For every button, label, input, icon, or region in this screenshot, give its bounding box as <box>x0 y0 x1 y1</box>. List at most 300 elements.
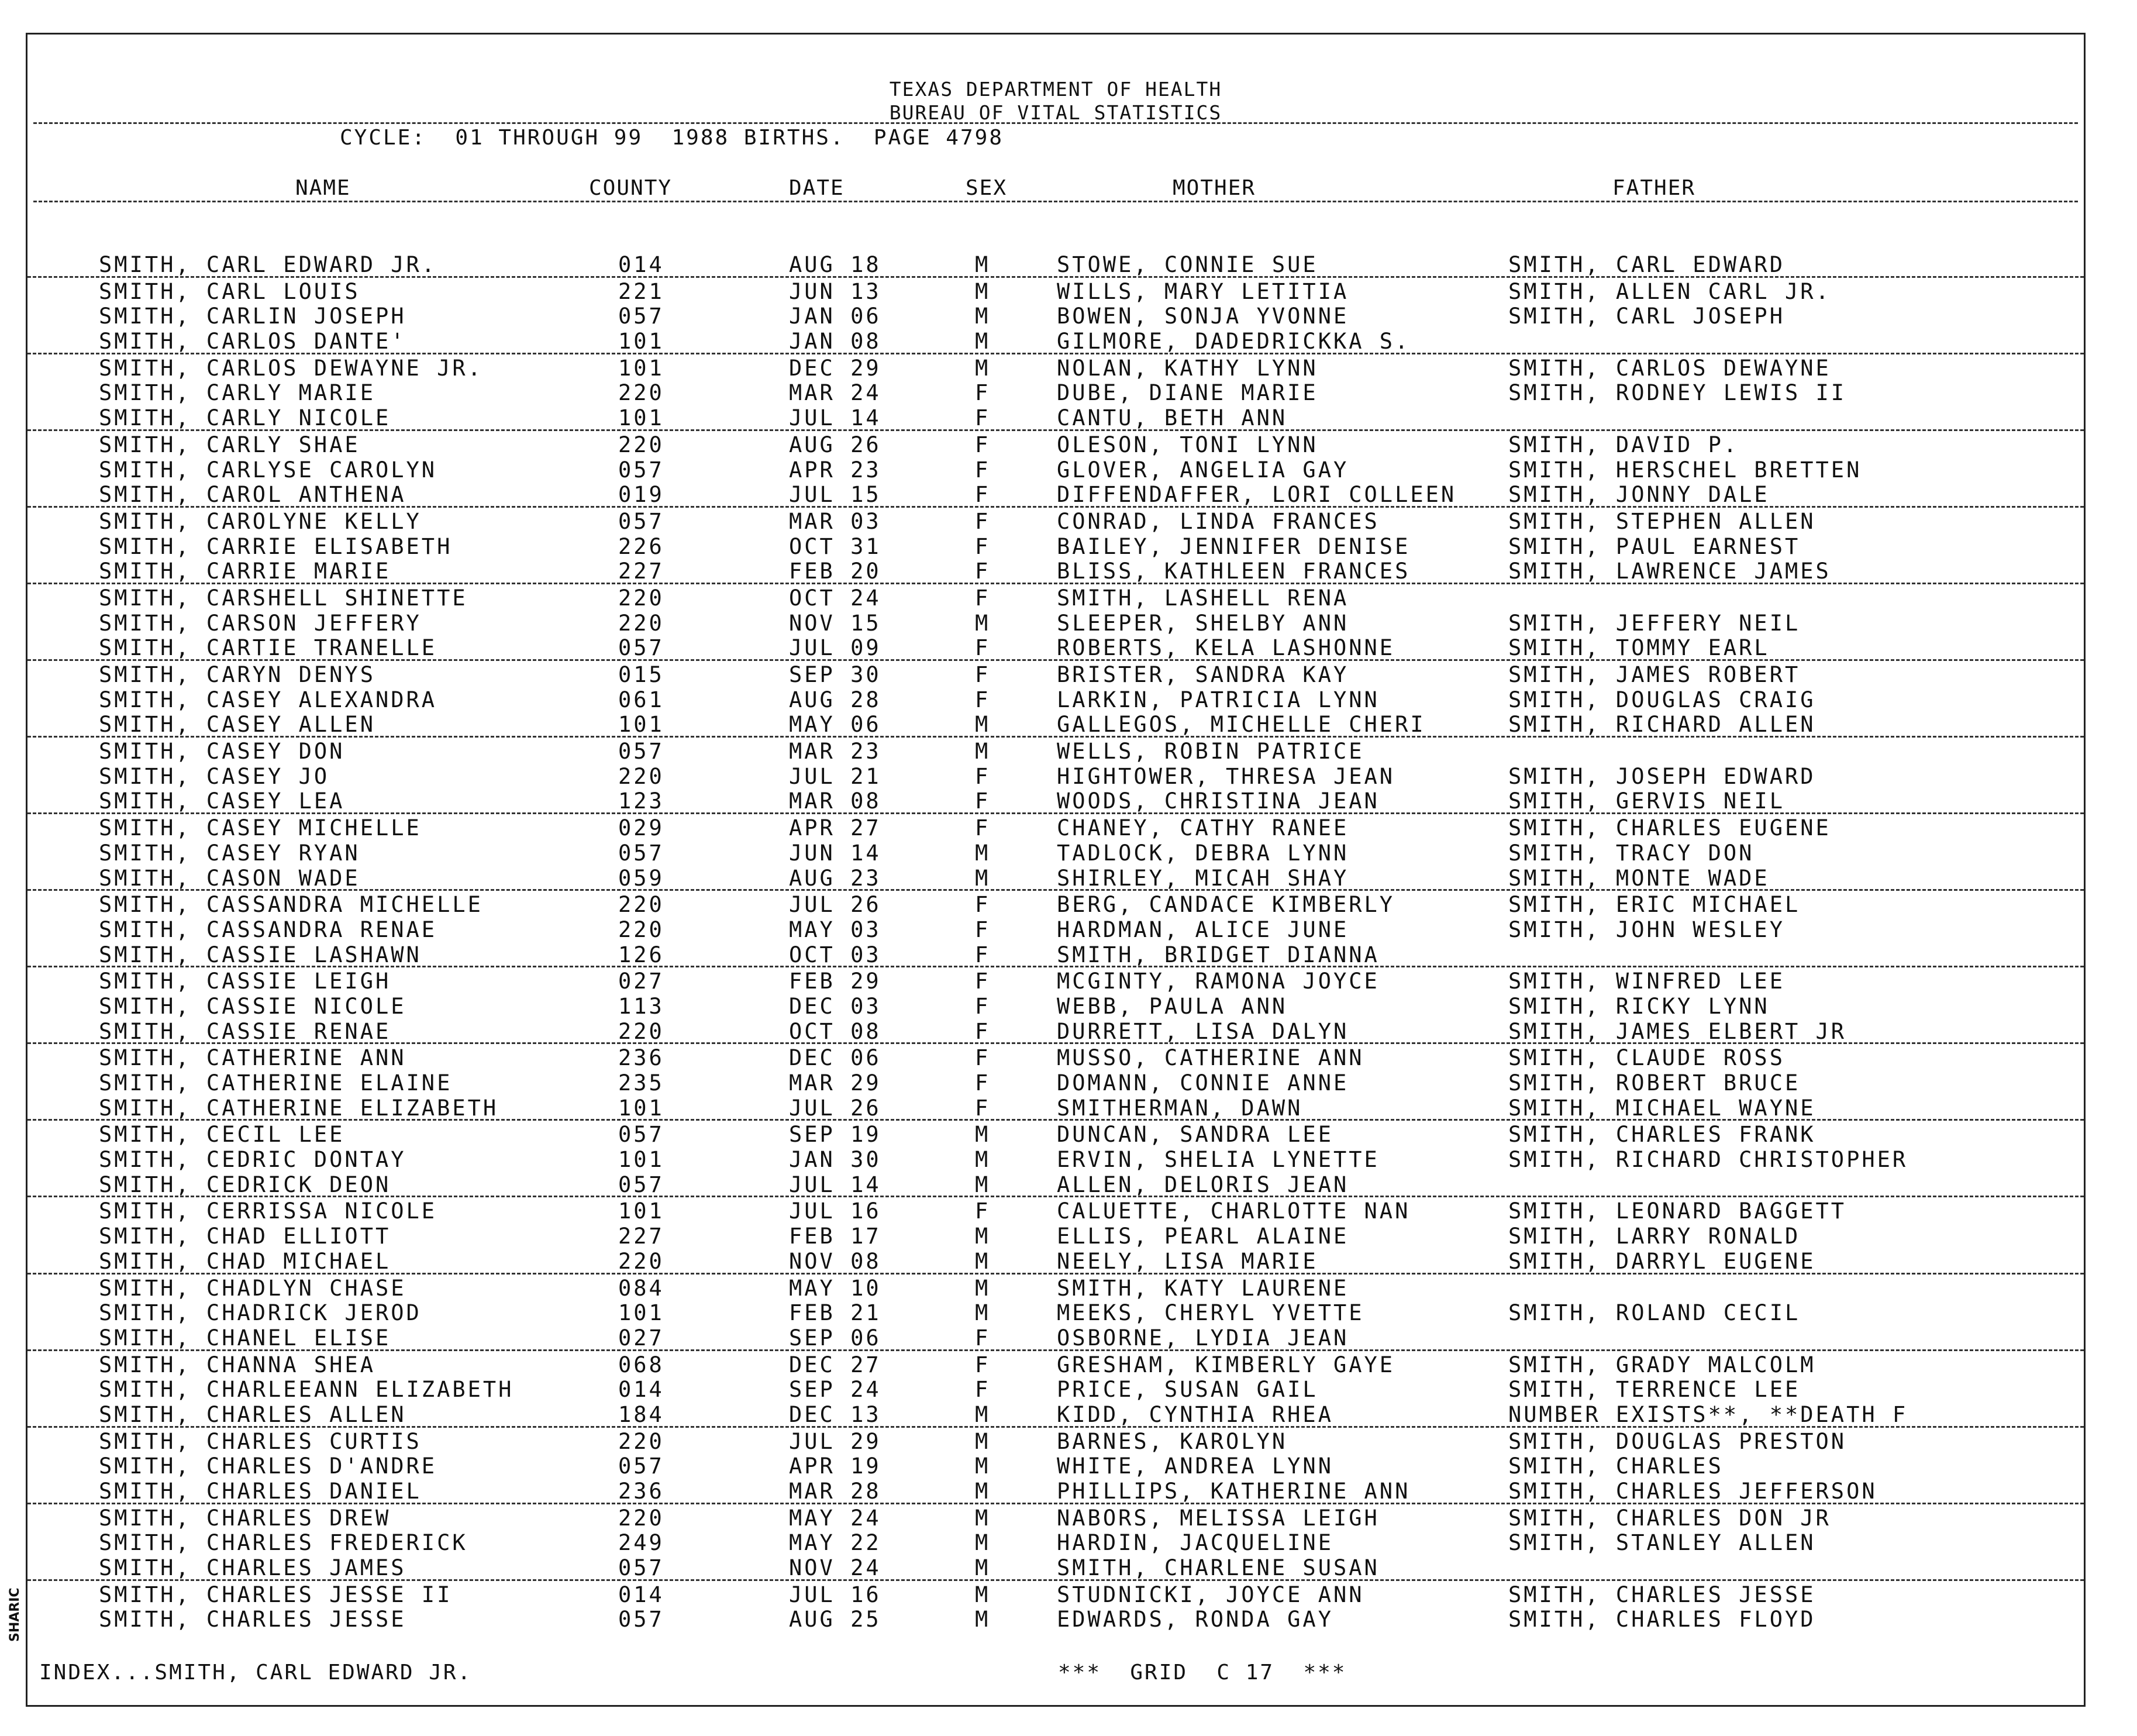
record-row <box>27 404 2084 431</box>
record-row <box>27 1606 2084 1631</box>
column-header-separator <box>33 201 2078 202</box>
record-mother: GRESHAM, KIMBERLY GAYE <box>1057 1352 1395 1377</box>
record-row <box>27 1428 2084 1453</box>
record-mother: WELLS, ROBIN PATRICE <box>1057 739 1364 764</box>
record-county: 113 <box>618 993 664 1019</box>
record-mother: SMITH, CHARLENE SUSAN <box>1057 1555 1380 1581</box>
record-county: 029 <box>618 815 664 841</box>
record-name: SMITH, CAROLYNE KELLY <box>99 508 422 534</box>
record-mother: ERVIN, SHELIA LYNETTE <box>1057 1147 1380 1173</box>
record-county: 057 <box>618 635 664 661</box>
record-sex: F <box>975 559 991 584</box>
record-sex: M <box>975 329 991 354</box>
record-county: 249 <box>618 1530 664 1556</box>
record-county: 057 <box>618 1453 664 1479</box>
record-mother: ALLEN, DELORIS JEAN <box>1057 1172 1349 1197</box>
record-row <box>27 787 2084 814</box>
record-father: SMITH, STEPHEN ALLEN <box>1508 508 1816 534</box>
record-mother: SMITH, BRIDGET DIANNA <box>1057 942 1380 967</box>
column-header-county: COUNTY <box>589 176 673 200</box>
record-date: JUL 29 <box>789 1428 881 1454</box>
record-name: SMITH, CHANNA SHEA <box>99 1352 375 1377</box>
record-county: 057 <box>618 739 664 764</box>
record-father: SMITH, TOMMY EARL <box>1508 635 1770 661</box>
record-county: 184 <box>618 1401 664 1427</box>
record-father: SMITH, GRADY MALCOLM <box>1508 1352 1816 1377</box>
record-date: MAR 23 <box>789 739 881 764</box>
record-name: SMITH, CASON WADE <box>99 865 360 891</box>
record-mother: GLOVER, ANGELIA GAY <box>1057 457 1349 483</box>
record-county: 059 <box>618 865 664 891</box>
record-mother: BERG, CANDACE KIMBERLY <box>1057 892 1395 918</box>
record-father: SMITH, DOUGLAS CRAIG <box>1508 687 1816 712</box>
record-mother: WOODS, CHRISTINA JEAN <box>1057 788 1380 814</box>
record-county: 220 <box>618 585 664 611</box>
record-mother: BAILEY, JENNIFER DENISE <box>1057 533 1411 559</box>
record-row <box>27 508 2084 533</box>
record-name: SMITH, CARLY MARIE <box>99 380 375 406</box>
record-county: 057 <box>618 1555 664 1581</box>
record-sex: M <box>975 1607 991 1632</box>
record-date: OCT 08 <box>789 1018 881 1044</box>
record-father: SMITH, JAMES ELBERT JR <box>1508 1018 1847 1044</box>
record-row <box>27 609 2084 635</box>
record-sex: M <box>975 1505 991 1531</box>
record-sex: M <box>975 840 991 866</box>
record-row <box>27 1529 2084 1554</box>
record-name: SMITH, CHARLES D'ANDRE <box>99 1453 437 1479</box>
record-county: 236 <box>618 1479 664 1504</box>
record-father: SMITH, ALLEN CARL JR. <box>1508 278 1831 304</box>
record-sex: M <box>975 712 991 738</box>
record-county: 014 <box>618 1377 664 1403</box>
record-date: JAN 06 <box>789 304 881 329</box>
record-row <box>27 1069 2084 1094</box>
record-row <box>27 1044 2084 1069</box>
record-county: 220 <box>618 1018 664 1044</box>
record-mother: CANTU, BETH ANN <box>1057 405 1288 431</box>
record-father: SMITH, CARL EDWARD <box>1508 252 1785 277</box>
record-sex: F <box>975 635 991 661</box>
record-date: MAR 24 <box>789 380 881 406</box>
record-date: JAN 08 <box>789 329 881 354</box>
record-mother: OLESON, TONI LYNN <box>1057 432 1318 457</box>
record-father: SMITH, TRACY DON <box>1508 840 1755 866</box>
record-name: SMITH, CARLIN JOSEPH <box>99 304 406 329</box>
record-county: 236 <box>618 1045 664 1071</box>
record-date: APR 23 <box>789 457 881 483</box>
column-header-father: FATHER <box>1612 176 1696 200</box>
record-name: SMITH, CASSIE LEIGH <box>99 969 391 994</box>
record-sex: M <box>975 1172 991 1197</box>
record-row <box>27 302 2084 328</box>
record-county: 220 <box>618 1428 664 1454</box>
record-sex: F <box>975 405 991 431</box>
record-date: NOV 08 <box>789 1248 881 1274</box>
record-sex: F <box>975 1045 991 1071</box>
record-name: SMITH, CASSIE LASHAWN <box>99 942 422 967</box>
record-mother: SMITH, KATY LAURENE <box>1057 1275 1349 1301</box>
record-date: FEB 21 <box>789 1300 881 1326</box>
record-county: 057 <box>618 1122 664 1148</box>
record-row <box>27 1248 2084 1275</box>
record-date: NOV 24 <box>789 1555 881 1581</box>
record-row <box>27 278 2084 303</box>
record-row <box>27 1554 2084 1581</box>
record-name: SMITH, CASEY LEA <box>99 788 345 814</box>
record-sex: F <box>975 380 991 406</box>
record-county: 057 <box>618 840 664 866</box>
record-father: SMITH, JOHN WESLEY <box>1508 917 1785 942</box>
record-sex: F <box>975 788 991 814</box>
record-row <box>27 967 2084 993</box>
record-father: SMITH, PAUL EARNEST <box>1508 533 1801 559</box>
record-name: SMITH, CHARLES ALLEN <box>99 1401 406 1427</box>
record-mother: CHANEY, CATHY RANEE <box>1057 815 1349 841</box>
record-name: SMITH, CHARLES CURTIS <box>99 1428 422 1454</box>
record-father: SMITH, CHARLES <box>1508 1453 1724 1479</box>
record-row <box>27 431 2084 456</box>
record-mother: ROBERTS, KELA LASHONNE <box>1057 635 1395 661</box>
record-father: SMITH, LAWRENCE JAMES <box>1508 559 1831 584</box>
record-sex: F <box>975 687 991 712</box>
record-row <box>27 661 2084 686</box>
record-father: SMITH, MONTE WADE <box>1508 865 1770 891</box>
header-separator <box>33 122 2078 124</box>
record-sex: F <box>975 892 991 918</box>
record-name: SMITH, CASSIE RENAE <box>99 1018 391 1044</box>
record-mother: DURRETT, LISA DALYN <box>1057 1018 1349 1044</box>
record-date: JUL 21 <box>789 763 881 789</box>
record-mother: SMITH, LASHELL RENA <box>1057 585 1349 611</box>
record-county: 057 <box>618 508 664 534</box>
record-row <box>27 1222 2084 1248</box>
record-father: SMITH, JEFFERY NEIL <box>1508 610 1801 636</box>
record-sex: M <box>975 739 991 764</box>
record-name: SMITH, CARSHELL SHINETTE <box>99 585 468 611</box>
record-date: FEB 17 <box>789 1224 881 1249</box>
record-sex: M <box>975 1147 991 1173</box>
record-father: SMITH, ROLAND CECIL <box>1508 1300 1801 1326</box>
record-sex: M <box>975 865 991 891</box>
record-father: SMITH, DOUGLAS PRESTON <box>1508 1428 1847 1454</box>
record-county: 101 <box>618 1095 664 1121</box>
record-name: SMITH, CARL LOUIS <box>99 278 360 304</box>
record-sex: M <box>975 1248 991 1274</box>
record-date: NOV 15 <box>789 610 881 636</box>
record-row <box>27 1299 2084 1324</box>
record-name: SMITH, CHARLES DREW <box>99 1505 391 1531</box>
record-name: SMITH, CHADLYN CHASE <box>99 1275 406 1301</box>
record-date: DEC 03 <box>789 993 881 1019</box>
record-mother: CALUETTE, CHARLOTTE NAN <box>1057 1198 1411 1224</box>
record-mother: ELLIS, PEARL ALAINE <box>1057 1224 1349 1249</box>
record-date: MAY 22 <box>789 1530 881 1556</box>
record-county: 227 <box>618 559 664 584</box>
record-sex: F <box>975 1377 991 1403</box>
record-date: JUL 26 <box>789 892 881 918</box>
record-date: JAN 30 <box>789 1147 881 1173</box>
record-county: 220 <box>618 432 664 457</box>
record-date: AUG 26 <box>789 432 881 457</box>
record-mother: MEEKS, CHERYL YVETTE <box>1057 1300 1364 1326</box>
record-county: 220 <box>618 380 664 406</box>
record-name: SMITH, CHARLES JESSE <box>99 1607 406 1632</box>
record-county: 220 <box>618 763 664 789</box>
record-date: JUL 15 <box>789 482 881 508</box>
record-name: SMITH, CARRIE ELISABETH <box>99 533 453 559</box>
record-name: SMITH, CARLY NICOLE <box>99 405 391 431</box>
record-mother: MUSSO, CATHERINE ANN <box>1057 1045 1364 1071</box>
record-county: 014 <box>618 1582 664 1607</box>
record-mother: DIFFENDAFFER, LORI COLLEEN <box>1057 482 1457 508</box>
record-father: SMITH, LARRY RONALD <box>1508 1224 1801 1249</box>
record-mother: BARNES, KAROLYN <box>1057 1428 1288 1454</box>
record-county: 101 <box>618 355 664 381</box>
record-row <box>27 1275 2084 1300</box>
record-name: SMITH, CHANEL ELISE <box>99 1325 391 1351</box>
record-date: JUL 14 <box>789 405 881 431</box>
record-sex: M <box>975 1582 991 1607</box>
record-mother: SHIRLEY, MICAH SHAY <box>1057 865 1349 891</box>
record-mother: BLISS, KATHLEEN FRANCES <box>1057 559 1411 584</box>
record-row <box>27 533 2084 558</box>
record-name: SMITH, CHARLES DANIEL <box>99 1479 422 1504</box>
record-father: SMITH, CHARLES FLOYD <box>1508 1607 1816 1632</box>
record-name: SMITH, CECIL LEE <box>99 1122 345 1148</box>
record-father: SMITH, WINFRED LEE <box>1508 969 1785 994</box>
record-row <box>27 1171 2084 1198</box>
record-mother: CONRAD, LINDA FRANCES <box>1057 508 1380 534</box>
record-row <box>27 686 2084 711</box>
record-sex: F <box>975 432 991 457</box>
record-sex: M <box>975 1428 991 1454</box>
record-name: SMITH, CASEY MICHELLE <box>99 815 422 841</box>
record-father: SMITH, CHARLES JEFFERSON <box>1508 1479 1877 1504</box>
record-mother: SLEEPER, SHELBY ANN <box>1057 610 1349 636</box>
record-mother: DOMANN, CONNIE ANNE <box>1057 1070 1349 1096</box>
record-sex: F <box>975 533 991 559</box>
record-mother: PHILLIPS, KATHERINE ANN <box>1057 1479 1411 1504</box>
record-name: SMITH, CASEY DON <box>99 739 345 764</box>
record-county: 221 <box>618 278 664 304</box>
record-mother: MCGINTY, RAMONA JOYCE <box>1057 969 1380 994</box>
record-row <box>27 1401 2084 1428</box>
record-name: SMITH, CASEY JO <box>99 763 330 789</box>
record-row <box>27 328 2084 354</box>
record-county: 220 <box>618 1248 664 1274</box>
record-mother: WHITE, ANDREA LYNN <box>1057 1453 1333 1479</box>
record-father: SMITH, HERSCHEL BRETTEN <box>1508 457 1862 483</box>
record-father: SMITH, RICHARD ALLEN <box>1508 712 1816 738</box>
column-header-mother: MOTHER <box>1173 176 1256 200</box>
record-mother: GALLEGOS, MICHELLE CHERI <box>1057 712 1426 738</box>
record-row <box>27 1094 2084 1121</box>
record-date: OCT 31 <box>789 533 881 559</box>
record-mother: WEBB, PAULA ANN <box>1057 993 1288 1019</box>
record-father: SMITH, TERRENCE LEE <box>1508 1377 1801 1403</box>
record-date: DEC 27 <box>789 1352 881 1377</box>
record-date: AUG 23 <box>789 865 881 891</box>
record-date: SEP 30 <box>789 662 881 687</box>
record-name: SMITH, CHADRICK JEROD <box>99 1300 422 1326</box>
record-row <box>27 1376 2084 1401</box>
record-county: 227 <box>618 1224 664 1249</box>
record-row <box>27 738 2084 763</box>
record-row <box>27 481 2084 508</box>
record-sex: M <box>975 252 991 277</box>
record-sex: M <box>975 1530 991 1556</box>
record-county: 220 <box>618 917 664 942</box>
record-date: MAR 03 <box>789 508 881 534</box>
record-sex: M <box>975 1300 991 1326</box>
record-name: SMITH, CAROL ANTHENA <box>99 482 406 508</box>
record-date: SEP 24 <box>789 1377 881 1403</box>
record-name: SMITH, CATHERINE ANN <box>99 1045 406 1071</box>
record-date: MAY 10 <box>789 1275 881 1301</box>
record-father: SMITH, RICKY LYNN <box>1508 993 1770 1019</box>
agency-title: TEXAS DEPARTMENT OF HEALTH <box>889 78 1222 101</box>
record-name: SMITH, CATHERINE ELAINE <box>99 1070 453 1096</box>
record-father: SMITH, DAVID P. <box>1508 432 1739 457</box>
record-father: SMITH, JOSEPH EDWARD <box>1508 763 1816 789</box>
record-name: SMITH, CASSANDRA MICHELLE <box>99 892 483 918</box>
record-mother: LARKIN, PATRICIA LYNN <box>1057 687 1380 712</box>
column-header-date: DATE <box>789 176 845 200</box>
record-sex: M <box>975 278 991 304</box>
record-father: SMITH, RICHARD CHRISTOPHER <box>1508 1147 1908 1173</box>
record-mother: NOLAN, KATHY LYNN <box>1057 355 1318 381</box>
record-sex: F <box>975 662 991 687</box>
record-sex: M <box>975 1555 991 1581</box>
record-date: FEB 29 <box>789 969 881 994</box>
record-sex: M <box>975 1453 991 1479</box>
record-row <box>27 1477 2084 1504</box>
record-name: SMITH, CASSIE NICOLE <box>99 993 406 1019</box>
record-date: JUL 16 <box>789 1582 881 1607</box>
record-row <box>27 864 2084 891</box>
record-sex: M <box>975 1224 991 1249</box>
record-county: 220 <box>618 892 664 918</box>
record-sex: M <box>975 610 991 636</box>
record-row <box>27 1018 2084 1045</box>
record-date: AUG 18 <box>789 252 881 277</box>
record-row <box>27 1324 2084 1351</box>
record-mother: DUBE, DIANE MARIE <box>1057 380 1318 406</box>
record-sex: F <box>975 763 991 789</box>
record-county: 015 <box>618 662 664 687</box>
record-row <box>27 1581 2084 1606</box>
record-mother: WILLS, MARY LETITIA <box>1057 278 1349 304</box>
record-name: SMITH, CASSANDRA RENAE <box>99 917 437 942</box>
record-father: SMITH, JONNY DALE <box>1508 482 1770 508</box>
record-row <box>27 1452 2084 1477</box>
record-name: SMITH, CEDRICK DEON <box>99 1172 391 1197</box>
record-date: JUL 16 <box>789 1198 881 1224</box>
index-footer: INDEX...SMITH, CARL EDWARD JR. <box>39 1661 473 1685</box>
record-mother: EDWARDS, RONDA GAY <box>1057 1607 1333 1632</box>
record-mother: HIGHTOWER, THRESA JEAN <box>1057 763 1395 789</box>
record-name: SMITH, CARLOS DEWAYNE JR. <box>99 355 483 381</box>
record-mother: HARDMAN, ALICE JUNE <box>1057 917 1349 942</box>
record-sex: F <box>975 969 991 994</box>
record-mother: BRISTER, SANDRA KAY <box>1057 662 1349 687</box>
record-sex: F <box>975 585 991 611</box>
record-county: 061 <box>618 687 664 712</box>
record-sex: F <box>975 508 991 534</box>
record-county: 101 <box>618 1147 664 1173</box>
record-date: JUN 13 <box>789 278 881 304</box>
record-father: SMITH, RODNEY LEWIS II <box>1508 380 1847 406</box>
record-name: SMITH, CARLOS DANTE' <box>99 329 406 354</box>
record-row <box>27 354 2084 380</box>
record-sex: F <box>975 1095 991 1121</box>
record-date: AUG 25 <box>789 1607 881 1632</box>
column-header-sex: SEX <box>966 176 1008 200</box>
record-father: SMITH, GERVIS NEIL <box>1508 788 1785 814</box>
record-father: SMITH, ROBERT BRUCE <box>1508 1070 1801 1096</box>
record-county: 027 <box>618 1325 664 1351</box>
record-name: SMITH, CARLYSE CAROLYN <box>99 457 437 483</box>
record-date: OCT 24 <box>789 585 881 611</box>
record-name: SMITH, CHARLES JESSE II <box>99 1582 453 1607</box>
record-sex: M <box>975 1275 991 1301</box>
record-row <box>27 993 2084 1018</box>
record-date: APR 27 <box>789 815 881 841</box>
record-county: 101 <box>618 1300 664 1326</box>
record-county: 068 <box>618 1352 664 1377</box>
record-county: 220 <box>618 1505 664 1531</box>
record-row <box>27 456 2084 481</box>
record-date: MAR 08 <box>789 788 881 814</box>
record-sex: F <box>975 1018 991 1044</box>
record-row <box>27 1121 2084 1146</box>
record-county: 057 <box>618 457 664 483</box>
record-name: SMITH, CARSON JEFFERY <box>99 610 422 636</box>
record-date: SEP 19 <box>789 1122 881 1148</box>
record-name: SMITH, CEDRIC DONTAY <box>99 1147 406 1173</box>
record-county: 235 <box>618 1070 664 1096</box>
record-father: SMITH, DARRYL EUGENE <box>1508 1248 1816 1274</box>
record-name: SMITH, CASEY ALLEN <box>99 712 375 738</box>
record-mother: OSBORNE, LYDIA JEAN <box>1057 1325 1349 1351</box>
record-name: SMITH, CHAD ELLIOTT <box>99 1224 391 1249</box>
record-name: SMITH, CARL EDWARD JR. <box>99 252 437 277</box>
record-sex: F <box>975 917 991 942</box>
record-sex: M <box>975 304 991 329</box>
record-father: SMITH, MICHAEL WAYNE <box>1508 1095 1816 1121</box>
record-county: 220 <box>618 610 664 636</box>
record-county: 057 <box>618 1607 664 1632</box>
record-name: SMITH, CHARLES FREDERICK <box>99 1530 468 1556</box>
ledger-sheet <box>8 33 2086 1707</box>
record-date: DEC 06 <box>789 1045 881 1071</box>
record-mother: DUNCAN, SANDRA LEE <box>1057 1122 1333 1148</box>
record-father: SMITH, CHARLES JESSE <box>1508 1582 1816 1607</box>
record-row <box>27 814 2084 839</box>
record-date: JUN 14 <box>789 840 881 866</box>
record-county: 226 <box>618 533 664 559</box>
record-row <box>27 763 2084 788</box>
record-father: SMITH, CARLOS DEWAYNE <box>1508 355 1831 381</box>
record-mother: TADLOCK, DEBRA LYNN <box>1057 840 1349 866</box>
side-stamp-label: SHARIC <box>8 1587 22 1642</box>
record-date: DEC 13 <box>789 1401 881 1427</box>
record-date: AUG 28 <box>789 687 881 712</box>
record-county: 101 <box>618 1198 664 1224</box>
record-sex: F <box>975 1352 991 1377</box>
record-father: SMITH, LEONARD BAGGETT <box>1508 1198 1847 1224</box>
